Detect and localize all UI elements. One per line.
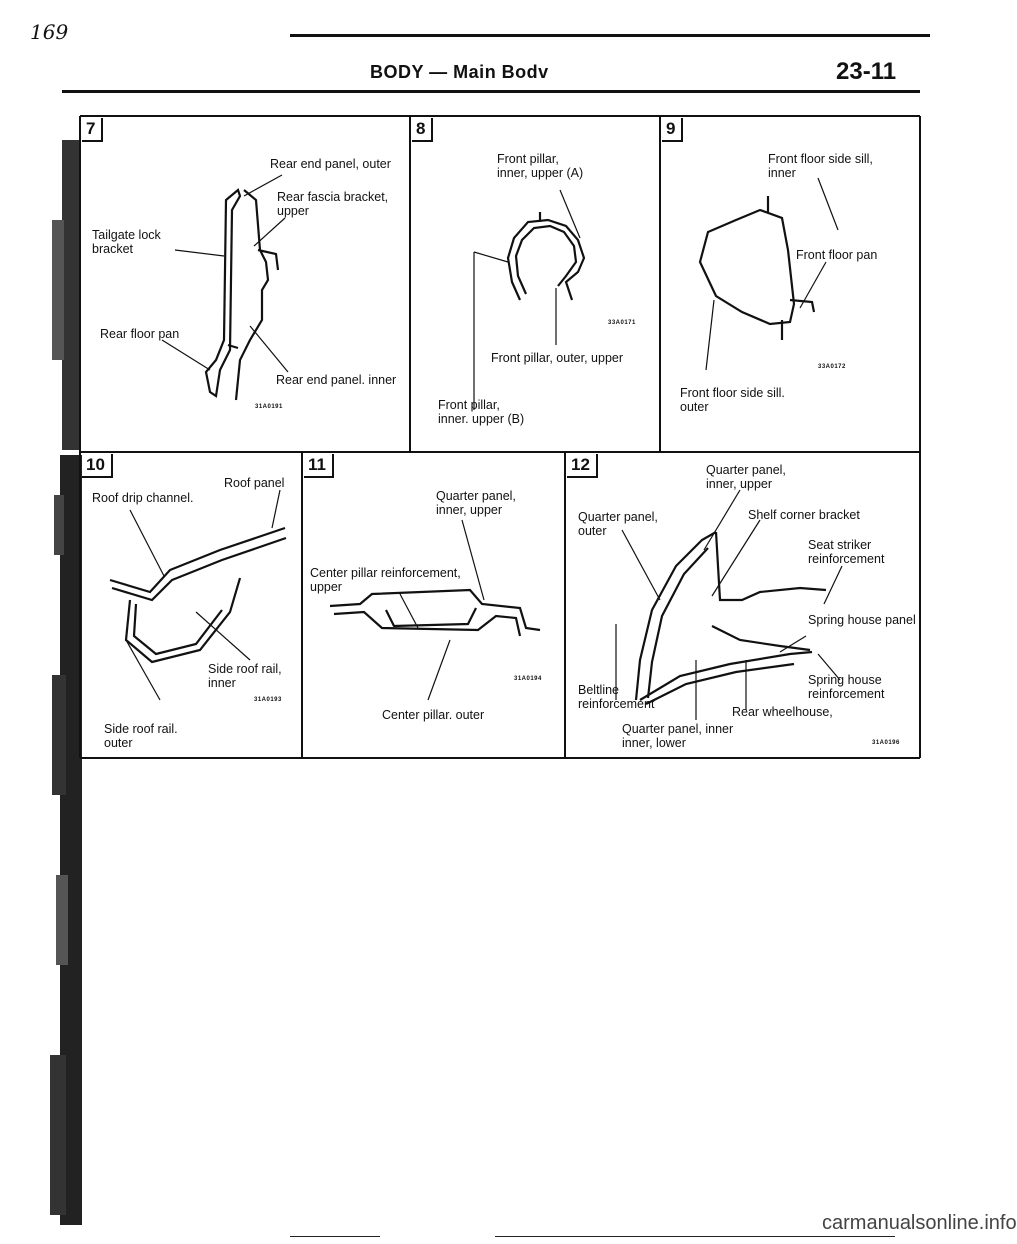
label-quarter-panel-inner-upper-11: Quarter panel, inner, upper — [436, 489, 516, 517]
label-rear-end-panel-outer: Rear end panel, outer — [270, 157, 391, 171]
label-seat-striker-reinforcement: Seat striker reinforcement — [808, 538, 885, 566]
label-quarter-panel-inner-upper-12: Quarter panel, inner, upper — [706, 463, 786, 491]
label-tailgate-lock-bracket: Tailgate lock bracket — [92, 228, 161, 256]
footer-rule-right — [495, 1236, 895, 1237]
label-center-pillar-reinforcement-upper: Center pillar reinforcement, upper — [310, 566, 461, 594]
handwritten-page-note: 169 — [30, 20, 69, 44]
label-roof-drip-channel: Roof drip channel. — [92, 491, 194, 505]
figure-code-31A0194: 31A0194 — [514, 676, 542, 682]
label-spring-house-reinforcement: Spring house reinforcement — [808, 673, 885, 701]
label-rear-wheelhouse: Rear wheelhouse, — [732, 705, 833, 719]
label-roof-panel: Roof panel — [224, 476, 285, 490]
label-rear-end-panel-inner: Rear end panel. inner — [276, 373, 397, 387]
panel-number-11: 11 — [304, 454, 334, 478]
label-rear-fascia-bracket-upper: Rear fascia bracket, upper — [277, 190, 389, 218]
figure-code-33A0171: 33A0171 — [608, 320, 636, 326]
panel-number-9: 9 — [662, 118, 683, 142]
figure-code-31A0196: 31A0196 — [872, 740, 900, 746]
page-number: 23-11 — [836, 58, 897, 85]
label-front-floor-pan: Front floor pan — [796, 248, 878, 262]
label-beltline-reinforcement: Beltline reinforcement — [578, 683, 655, 711]
label-spring-house-panel: Spring house panel — [808, 613, 916, 627]
footer-rule-left — [290, 1236, 380, 1237]
figure-code-31A0191: 31A0191 — [255, 404, 283, 410]
label-quarter-panel-outer: Quarter panel, outer — [578, 510, 658, 538]
source-watermark: carmanualsonline.info — [822, 1212, 1017, 1234]
panel-number-10: 10 — [82, 454, 113, 478]
panel-number-7: 7 — [82, 118, 103, 142]
panel-number-12: 12 — [567, 454, 598, 478]
figure-code-31A0193: 31A0193 — [254, 697, 282, 703]
label-front-pillar-outer-upper: Front pillar, outer, upper — [491, 351, 624, 365]
label-center-pillar-outer: Center pillar. outer — [382, 708, 485, 722]
label-front-pillar-inner-upper-a: Front pillar, inner, upper (A) — [497, 152, 584, 180]
page-title: BODY — Main Bodv — [370, 62, 549, 82]
panel-number-8: 8 — [412, 118, 433, 142]
label-front-floor-side-sill-outer: Front floor side sill. outer — [680, 386, 785, 414]
label-quarter-panel-inner-lower: Quarter panel, inner inner, lower — [622, 722, 734, 750]
label-front-pillar-inner-upper-b: Front pillar, inner. upper (B) — [438, 398, 525, 426]
label-side-roof-rail-inner: Side roof rail, inner — [208, 662, 282, 690]
label-shelf-corner-bracket: Shelf corner bracket — [748, 508, 860, 522]
label-side-roof-rail-outer: Side roof rail. outer — [104, 722, 178, 750]
label-rear-floor-pan: Rear floor pan — [100, 327, 180, 341]
label-front-floor-side-sill-inner: Front floor side sill, inner — [768, 152, 873, 180]
figure-code-33A0172: 33A0172 — [818, 364, 846, 370]
